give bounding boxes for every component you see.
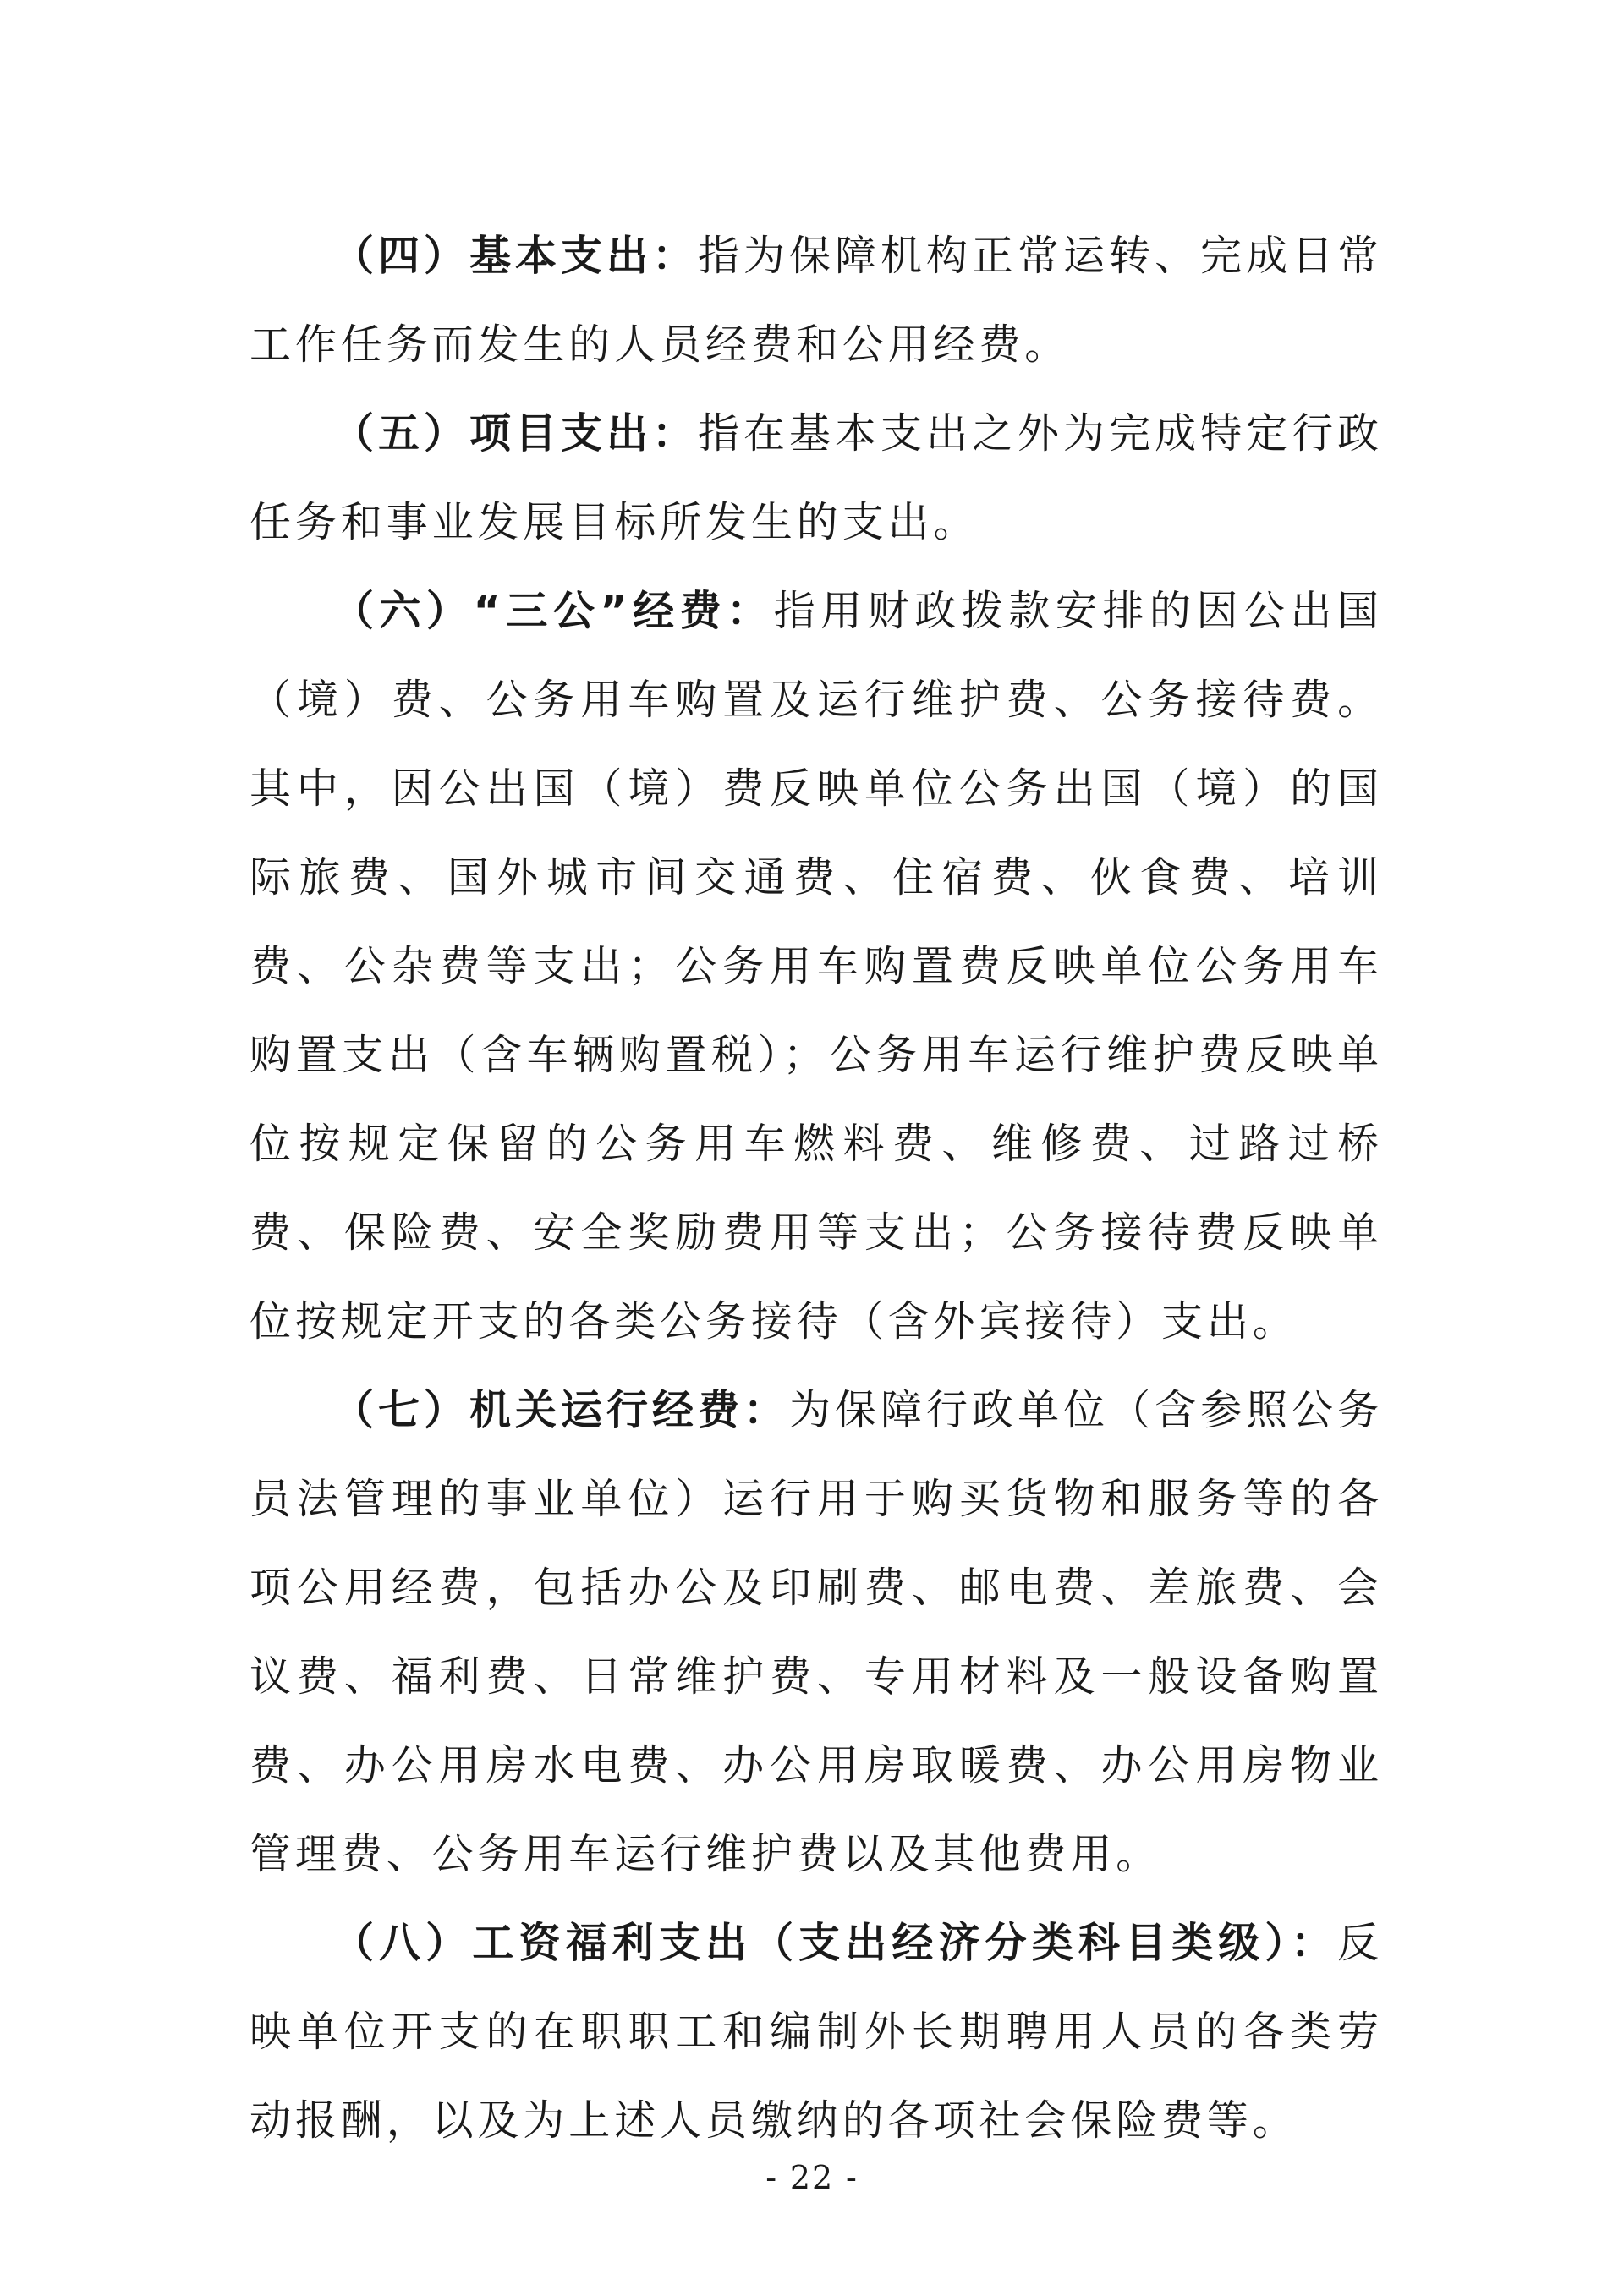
term-three-public-expenses: （六）“三公”经费： bbox=[332, 587, 774, 635]
page-number: - 22 - bbox=[765, 2159, 859, 2196]
term-project-expenditure: （五）项目支出： bbox=[332, 409, 699, 458]
definition-agency-operating-funds: 为保障行政单位（含参照公务员法管理的事业单位）运行用于购买货物和服务等的各项公用经费，包括办公及印刷费、邮电费、差旅费、会议费、福利费、日常维护费、专用材料及一般设备购置费、办公用房水电费、办公用房取暖费、办公用房物业管理费、公务用车运行维护费以及其他费用。 bbox=[250, 1386, 1383, 1878]
definition-basic-expenditure: 指为保障机构正常运转、完成日常工作任务而发生的人员经费和公用经费。 bbox=[250, 232, 1383, 369]
term-basic-expenditure: （四）基本支出： bbox=[332, 232, 699, 280]
term-wage-welfare-expenditure: （八）工资福利支出（支出经济分类科目类级）： bbox=[332, 1919, 1338, 1967]
term-agency-operating-funds: （七）机关运行经费： bbox=[332, 1386, 790, 1434]
paragraph-wage-welfare-expenditure bbox=[250, 1899, 1383, 2165]
paragraph-agency-operating-funds bbox=[250, 1366, 1383, 1899]
paragraph-project-expenditure bbox=[250, 389, 1383, 567]
paragraph-basic-expenditure bbox=[250, 211, 1383, 389]
definition-project-expenditure: 指在基本支出之外为完成特定行政任务和事业发展目标所发生的支出。 bbox=[250, 409, 1383, 546]
definition-wage-welfare-expenditure: 反映单位开支的在职职工和编制外长期聘用人员的各类劳动报酬，以及为上述人员缴纳的各项社会保险费等。 bbox=[250, 1919, 1383, 2145]
document-body bbox=[250, 211, 1383, 2165]
paragraph-three-public-expenses bbox=[250, 567, 1383, 1366]
definition-three-public-expenses: 指用财政拨款安排的因公出国（境）费、公务用车购置及运行维护费、公务接待费。其中，因公出国（境）费反映单位公务出国（境）的国际旅费、国外城市间交通费、住宿费、伙食费、培训费、公杂费等支出；公务用车购置费反映单位公务用车购置支出（含车辆购置税）；公务用车运行维护费反映单位按规定保留的公务用车燃料费、维修费、过路过桥费、保险费、安全奖励费用等支出；公务接待费反映单位按规定开支的各类公务接待（含外宾接待）支出。 bbox=[250, 587, 1383, 1345]
